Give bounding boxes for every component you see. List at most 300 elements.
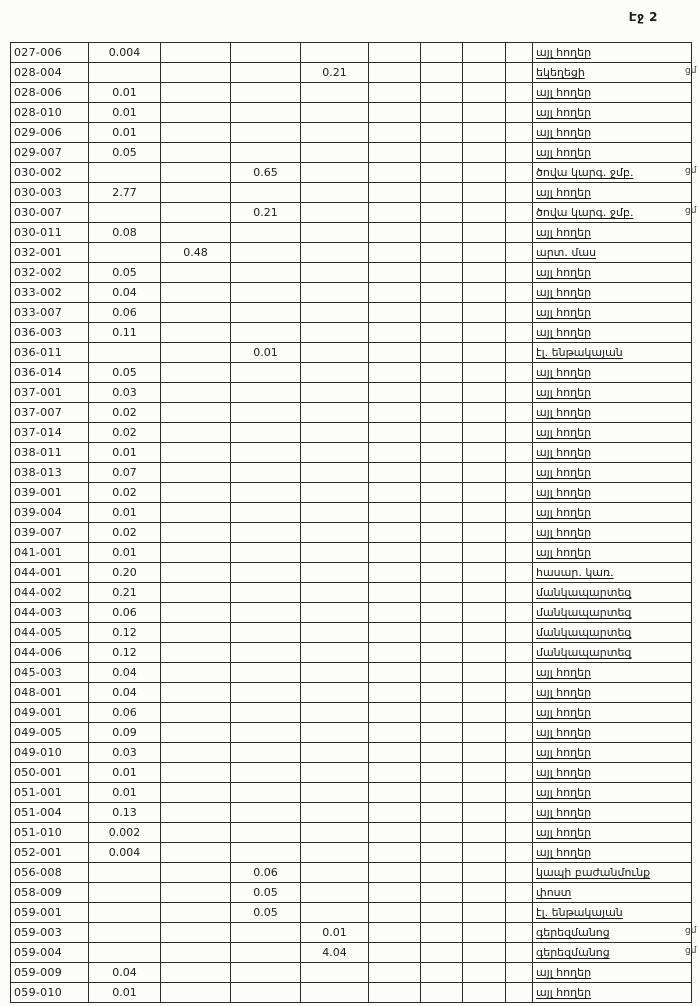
table-row: [11, 703, 692, 723]
margin-note: ցմ: [685, 166, 697, 176]
value-cell: [421, 843, 463, 863]
land-use-label: եկեղեցի: [533, 63, 692, 83]
value-cell: [506, 603, 533, 623]
value-cell: [369, 823, 421, 843]
table-row: [11, 423, 692, 443]
value-cell: [463, 643, 506, 663]
value-cell: [506, 423, 533, 443]
value-cell: [369, 983, 421, 1003]
parcel-code: 044-005: [11, 623, 89, 643]
value-cell: [463, 923, 506, 943]
value-cell: [161, 443, 231, 463]
parcel-code: 049-010: [11, 743, 89, 763]
value-cell: [369, 763, 421, 783]
value-cell: 0.05: [89, 363, 161, 383]
value-cell: [369, 543, 421, 563]
value-cell: [506, 203, 533, 223]
value-cell: [369, 523, 421, 543]
value-cell: [421, 163, 463, 183]
value-cell: [369, 403, 421, 423]
value-cell: [161, 723, 231, 743]
value-cell: [231, 843, 301, 863]
value-cell: [421, 103, 463, 123]
table-row: [11, 483, 692, 503]
land-use-label: այլ հողեր: [533, 983, 692, 1003]
value-cell: [231, 583, 301, 603]
value-cell: [369, 203, 421, 223]
value-cell: [463, 523, 506, 543]
value-cell: [89, 243, 161, 263]
value-cell: [506, 523, 533, 543]
land-use-label: այլ հողեր: [533, 303, 692, 323]
value-cell: [506, 223, 533, 243]
table-row: [11, 563, 692, 583]
value-cell: [231, 683, 301, 703]
value-cell: [231, 383, 301, 403]
value-cell: 0.05: [89, 143, 161, 163]
value-cell: [369, 943, 421, 963]
table-row: [11, 983, 692, 1003]
value-cell: [161, 43, 231, 63]
value-cell: [369, 603, 421, 623]
value-cell: [463, 103, 506, 123]
value-cell: [369, 83, 421, 103]
value-cell: [301, 83, 369, 103]
value-cell: [161, 183, 231, 203]
value-cell: 0.004: [89, 843, 161, 863]
value-cell: [161, 63, 231, 83]
table-row: [11, 223, 692, 243]
value-cell: 0.004: [89, 43, 161, 63]
parcel-code: 039-004: [11, 503, 89, 523]
parcel-code: 050-001: [11, 763, 89, 783]
value-cell: 0.01: [89, 443, 161, 463]
value-cell: [231, 483, 301, 503]
value-cell: [231, 783, 301, 803]
value-cell: [89, 883, 161, 903]
value-cell: [369, 323, 421, 343]
table-row: [11, 963, 692, 983]
value-cell: [231, 63, 301, 83]
value-cell: 0.05: [89, 263, 161, 283]
value-cell: [231, 603, 301, 623]
value-cell: [506, 823, 533, 843]
land-use-label: այլ հողեր: [533, 823, 692, 843]
value-cell: 0.01: [89, 503, 161, 523]
value-cell: [161, 543, 231, 563]
value-cell: [89, 63, 161, 83]
table-row: [11, 83, 692, 103]
value-cell: [369, 703, 421, 723]
value-cell: [369, 263, 421, 283]
table-row: [11, 903, 692, 923]
land-use-label: գերեզմանոց: [533, 943, 692, 963]
value-cell: [301, 383, 369, 403]
value-cell: 0.09: [89, 723, 161, 743]
value-cell: [463, 683, 506, 703]
value-cell: [369, 783, 421, 803]
value-cell: [463, 963, 506, 983]
value-cell: [231, 363, 301, 383]
value-cell: 0.04: [89, 663, 161, 683]
value-cell: 0.02: [89, 523, 161, 543]
value-cell: 0.01: [89, 123, 161, 143]
parcel-code: 041-001: [11, 543, 89, 563]
parcel-code: 033-002: [11, 283, 89, 303]
land-use-label: այլ հողեր: [533, 523, 692, 543]
table-row: [11, 283, 692, 303]
value-cell: [161, 483, 231, 503]
value-cell: [369, 623, 421, 643]
value-cell: [369, 903, 421, 923]
table-row: [11, 843, 692, 863]
value-cell: [506, 543, 533, 563]
value-cell: [369, 223, 421, 243]
value-cell: [161, 983, 231, 1003]
margin-note: ցմ: [685, 66, 697, 76]
value-cell: [231, 983, 301, 1003]
value-cell: [463, 43, 506, 63]
table-row: [11, 723, 692, 743]
value-cell: [506, 363, 533, 383]
value-cell: [421, 923, 463, 943]
value-cell: [421, 523, 463, 543]
value-cell: [506, 143, 533, 163]
value-cell: [301, 423, 369, 443]
value-cell: [369, 803, 421, 823]
value-cell: [301, 763, 369, 783]
land-use-label: այլ հողեր: [533, 383, 692, 403]
table-row: [11, 543, 692, 563]
table-row: [11, 303, 692, 323]
value-cell: [369, 663, 421, 683]
value-cell: [369, 463, 421, 483]
value-cell: [421, 583, 463, 603]
value-cell: [421, 903, 463, 923]
value-cell: [369, 863, 421, 883]
value-cell: [463, 263, 506, 283]
value-cell: 0.06: [231, 863, 301, 883]
value-cell: [231, 763, 301, 783]
value-cell: [463, 703, 506, 723]
value-cell: [161, 743, 231, 763]
value-cell: [231, 303, 301, 323]
value-cell: [421, 43, 463, 63]
land-use-label: այլ հողեր: [533, 483, 692, 503]
value-cell: [161, 663, 231, 683]
value-cell: 0.07: [89, 463, 161, 483]
value-cell: [161, 303, 231, 323]
value-cell: [161, 843, 231, 863]
value-cell: [421, 783, 463, 803]
value-cell: 0.02: [89, 403, 161, 423]
value-cell: [89, 863, 161, 883]
value-cell: [301, 523, 369, 543]
value-cell: 0.06: [89, 703, 161, 723]
value-cell: [506, 483, 533, 503]
value-cell: [161, 923, 231, 943]
value-cell: [506, 923, 533, 943]
value-cell: [506, 303, 533, 323]
value-cell: [421, 943, 463, 963]
value-cell: [463, 903, 506, 923]
parcel-code: 037-014: [11, 423, 89, 443]
value-cell: [421, 363, 463, 383]
parcel-code: 059-009: [11, 963, 89, 983]
value-cell: [463, 63, 506, 83]
land-use-label: այլ հողեր: [533, 403, 692, 423]
value-cell: [369, 683, 421, 703]
parcel-code: 051-010: [11, 823, 89, 843]
value-cell: [463, 803, 506, 823]
value-cell: [506, 403, 533, 423]
parcel-code: 028-004: [11, 63, 89, 83]
value-cell: [463, 503, 506, 523]
margin-note: ցմ: [685, 946, 697, 956]
value-cell: [89, 903, 161, 923]
value-cell: [231, 523, 301, 543]
value-cell: [421, 183, 463, 203]
value-cell: [463, 623, 506, 643]
value-cell: 0.01: [89, 763, 161, 783]
value-cell: [421, 763, 463, 783]
parcel-code: 032-001: [11, 243, 89, 263]
parcel-code: 056-008: [11, 863, 89, 883]
value-cell: 0.48: [161, 243, 231, 263]
value-cell: [421, 503, 463, 523]
value-cell: 0.12: [89, 623, 161, 643]
value-cell: [463, 183, 506, 203]
land-use-label: մանկապարտեզ: [533, 623, 692, 643]
value-cell: [231, 943, 301, 963]
land-use-label: էլ. ենթակայան: [533, 903, 692, 923]
parcel-table-body: [11, 43, 692, 1003]
value-cell: [231, 823, 301, 843]
value-cell: 0.04: [89, 683, 161, 703]
value-cell: [89, 923, 161, 943]
value-cell: 0.02: [89, 423, 161, 443]
value-cell: [463, 563, 506, 583]
value-cell: [506, 643, 533, 663]
value-cell: 0.20: [89, 563, 161, 583]
value-cell: [463, 723, 506, 743]
parcel-code: 059-010: [11, 983, 89, 1003]
value-cell: [421, 543, 463, 563]
value-cell: [463, 363, 506, 383]
value-cell: [506, 243, 533, 263]
value-cell: [506, 883, 533, 903]
value-cell: [421, 983, 463, 1003]
land-use-label: այլ հողեր: [533, 843, 692, 863]
table-row: [11, 183, 692, 203]
value-cell: [301, 223, 369, 243]
value-cell: 0.01: [89, 983, 161, 1003]
value-cell: [301, 343, 369, 363]
value-cell: [301, 323, 369, 343]
value-cell: [161, 823, 231, 843]
parcel-code: 037-001: [11, 383, 89, 403]
value-cell: [369, 363, 421, 383]
value-cell: [506, 703, 533, 723]
value-cell: [506, 343, 533, 363]
parcel-code: 039-001: [11, 483, 89, 503]
value-cell: [161, 383, 231, 403]
value-cell: [463, 483, 506, 503]
value-cell: [369, 243, 421, 263]
value-cell: [506, 183, 533, 203]
land-use-label: այլ հողեր: [533, 503, 692, 523]
table-row: [11, 163, 692, 183]
land-use-label: այլ հողեր: [533, 803, 692, 823]
land-use-label: այլ հողեր: [533, 743, 692, 763]
value-cell: [506, 503, 533, 523]
margin-note: ցմ: [685, 926, 697, 936]
value-cell: [161, 323, 231, 343]
table-row: [11, 883, 692, 903]
value-cell: [421, 243, 463, 263]
value-cell: [301, 583, 369, 603]
value-cell: [421, 663, 463, 683]
land-use-label: հասար. կառ.: [533, 563, 692, 583]
value-cell: [161, 343, 231, 363]
table-row: [11, 863, 692, 883]
value-cell: [301, 183, 369, 203]
value-cell: [301, 983, 369, 1003]
value-cell: [301, 443, 369, 463]
table-row: [11, 443, 692, 463]
value-cell: [301, 503, 369, 523]
value-cell: [369, 143, 421, 163]
land-use-label: այլ հողեր: [533, 703, 692, 723]
value-cell: [161, 403, 231, 423]
land-use-label: այլ հողեր: [533, 123, 692, 143]
value-cell: [369, 303, 421, 323]
parcel-code: 030-002: [11, 163, 89, 183]
value-cell: 0.002: [89, 823, 161, 843]
value-cell: [161, 583, 231, 603]
value-cell: [301, 823, 369, 843]
value-cell: [231, 403, 301, 423]
value-cell: 0.21: [89, 583, 161, 603]
value-cell: [506, 663, 533, 683]
value-cell: [369, 643, 421, 663]
value-cell: [506, 683, 533, 703]
value-cell: [231, 243, 301, 263]
parcel-code: 059-004: [11, 943, 89, 963]
value-cell: [463, 943, 506, 963]
value-cell: [301, 143, 369, 163]
value-cell: [506, 963, 533, 983]
value-cell: [421, 443, 463, 463]
table-row: [11, 523, 692, 543]
value-cell: [231, 803, 301, 823]
value-cell: [369, 423, 421, 443]
value-cell: [463, 223, 506, 243]
parcel-code: 051-004: [11, 803, 89, 823]
value-cell: [463, 663, 506, 683]
value-cell: [421, 203, 463, 223]
value-cell: [231, 423, 301, 443]
table-row: [11, 43, 692, 63]
value-cell: [161, 903, 231, 923]
land-use-label: այլ հողեր: [533, 963, 692, 983]
value-cell: 0.03: [89, 383, 161, 403]
value-cell: [463, 843, 506, 863]
value-cell: [506, 163, 533, 183]
value-cell: [421, 403, 463, 423]
parcel-code: 044-006: [11, 643, 89, 663]
value-cell: [421, 803, 463, 823]
value-cell: [421, 323, 463, 343]
value-cell: 4.04: [301, 943, 369, 963]
land-use-label: մանկապարտեզ: [533, 603, 692, 623]
value-cell: [301, 463, 369, 483]
value-cell: [506, 763, 533, 783]
table-row: [11, 143, 692, 163]
value-cell: [369, 283, 421, 303]
value-cell: [301, 603, 369, 623]
value-cell: 0.01: [89, 543, 161, 563]
value-cell: [231, 923, 301, 943]
parcel-code: 059-003: [11, 923, 89, 943]
table-row: [11, 463, 692, 483]
value-cell: [301, 843, 369, 863]
value-cell: [421, 723, 463, 743]
land-use-label: այլ հողեր: [533, 443, 692, 463]
value-cell: [506, 383, 533, 403]
land-use-label: այլ հողեր: [533, 723, 692, 743]
value-cell: [463, 343, 506, 363]
value-cell: [421, 743, 463, 763]
value-cell: [301, 903, 369, 923]
value-cell: [369, 503, 421, 523]
land-use-label: այլ հողեր: [533, 363, 692, 383]
value-cell: [421, 263, 463, 283]
value-cell: [231, 723, 301, 743]
parcel-code: 032-002: [11, 263, 89, 283]
land-use-label: այլ հողեր: [533, 283, 692, 303]
value-cell: [463, 423, 506, 443]
parcel-code: 048-001: [11, 683, 89, 703]
value-cell: [161, 963, 231, 983]
value-cell: [231, 263, 301, 283]
value-cell: [421, 143, 463, 163]
table-row: [11, 763, 692, 783]
parcel-code: 044-002: [11, 583, 89, 603]
value-cell: [421, 343, 463, 363]
table-row: [11, 823, 692, 843]
value-cell: [369, 103, 421, 123]
value-cell: 0.21: [231, 203, 301, 223]
value-cell: [369, 443, 421, 463]
parcel-code: 037-007: [11, 403, 89, 423]
land-use-label: գերեզմանոց: [533, 923, 692, 943]
value-cell: [301, 563, 369, 583]
value-cell: 0.01: [89, 783, 161, 803]
value-cell: 0.08: [89, 223, 161, 243]
value-cell: [369, 563, 421, 583]
value-cell: [506, 263, 533, 283]
value-cell: [506, 723, 533, 743]
value-cell: [463, 443, 506, 463]
parcel-code: 039-007: [11, 523, 89, 543]
value-cell: [231, 963, 301, 983]
value-cell: [231, 83, 301, 103]
land-use-label: այլ հողեր: [533, 763, 692, 783]
value-cell: [506, 983, 533, 1003]
value-cell: [231, 663, 301, 683]
value-cell: [231, 143, 301, 163]
